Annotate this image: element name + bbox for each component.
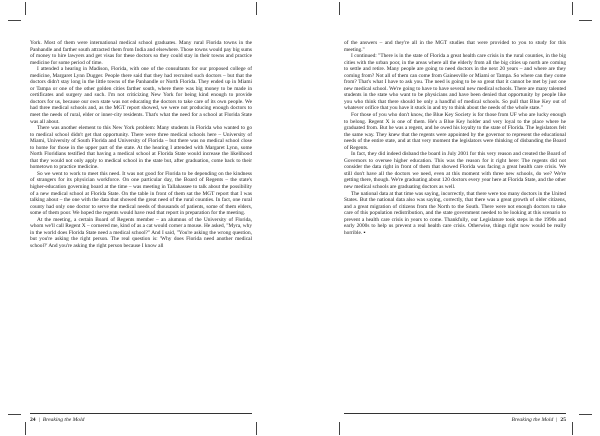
paragraph: At the meeting, a certain Board of Regents member – an alumnus of the University of Florida, whom we'll call Regent X – cornered me, kind of as a cat would corner a mouse. He asked, "Myra, why in the world does Florida State need a medical school?" And I said, "You're asking the wrong question, but you're asking the right person. The real question is: 'Why does Florida need another medical school?' And you're asking the right person because I know all	[30, 216, 252, 249]
crop-mark	[25, 422, 26, 435]
crop-mark	[579, 414, 592, 415]
footer-separator: |	[38, 417, 40, 423]
footer-rule	[30, 413, 252, 414]
paragraph: I continued: "There is in the state of Florida a great health care crisis in the rural counties, in the big cities with the urban poor, in the areas where all the elderly from all the big cities up north are coming to settle and retire. Many people are going to need doctors in the next 20 years – and where are they coming from? Not all of them can come from Gainesville or Miami or Tampa. So where can they come from? That's what I have to ask you. The need is going to be so great that it cannot be met by just one new medical school. We're going to have to have several new medical schools. There are many talented students in the state who want to be physicians and have been denied that opportunity by people like you who think that there should be only a handful of medical schools. So pull that Blue Key out of whatever orifice that you have it stuck in and try to think about the needs of the whole state."	[344, 53, 566, 112]
footer-separator: |	[556, 417, 558, 423]
crop-mark	[25, 2, 26, 15]
crop-mark	[572, 422, 573, 435]
crop-mark	[8, 20, 21, 21]
page-number: 24	[30, 417, 36, 423]
paragraph: So we went to work to meet this need. It was not good for Florida to be depending on the kindness of strangers for its physician workforce. On one particular day, the Board of Regents – the state's higher-education governing board at the time – was meeting in Tallahassee to talk about the possibility of a new medical school at Florida State. On the table in front of them sat the MGT report that I was talking about – the one with the data that showed the great need of the rural counties. In fact, one rural county had only one doctor to serve the medical needs of thousands of patients, some of them elders, some of them poor. We hoped the regents would have read that report in preparation for the meeting.	[30, 170, 252, 217]
crop-mark	[8, 414, 21, 415]
crop-mark	[339, 2, 340, 15]
crop-mark	[579, 20, 592, 21]
paragraph: In fact, they did indeed disband the board in July 2001 for this very reason and created the Board of Governors to oversee higher education. This was the reason for it right here: The regents did not consider the data right in front of them that showed Florida was facing a great health care crisis. We still don't have all the doctors we need, even at this moment with three new schools, do we? We're getting there, though. We're graduating about 120 doctors every year here at Florida State, and the other new medical schools are graduating doctors as well.	[344, 151, 566, 191]
right-page-body	[344, 40, 566, 392]
paragraph: There was another element to this New York problem: Many students in Florida who wanted to go to medical school didn't get that opportunity. There were three medical schools here – University of Miami, University of South Florida and University of Florida – but there was no medical school close to home for those in the upper part of the state. At the hearing I attended with Margaret Lynn, some North Floridians testified that having a medical school at Florida State would increase the likelihood that they would not only apply to medical school in the state but, after graduation, come back to their hometown to practice medicine.	[30, 125, 252, 171]
paragraph: York. Most of them were international medical school graduates. Many rural Florida towns in the Panhandle and farther south attracted them from India and elsewhere. Those towns would pay big sums of money to hire lawyers and get visas for these doctors so they could stay in their towns and practice medicine for some period of time.	[30, 40, 252, 66]
crop-mark	[256, 422, 257, 435]
running-title: Breaking the Mold	[42, 417, 85, 423]
page-number: 25	[560, 417, 566, 423]
footer-rule	[344, 413, 566, 414]
crop-mark	[572, 2, 573, 15]
crop-mark	[256, 2, 257, 15]
crop-mark	[339, 422, 340, 435]
paragraph: For those of you who don't know, the Blue Key Society is for those from UF who are lucky enough to belong. Regent X is one of them. He's a Blue Key holder and very loyal to the place where he graduated from. But he was a regent, and he owed his loyalty to the state of Florida. The legislators felt the same way. They knew that the regents were appointed by the governor to represent the educational needs of the entire state, and at that very moment the legislators were thinking of disbanding the Board of Regents.	[344, 112, 566, 151]
paragraph: The national data at that time was saying, incorrectly, that there were too many doctors in the United States. But the national data also was saying, correctly, that there was a great growth of older citizens, and a great migration of citizens from the North to the South. There were not enough doctors to take care of this population redistribution, and the state government needed to be looking at this scenario to prevent a health care crisis in years to come. Thankfully, our Legislature took steps in the 1990s and early 2000s to help us prevent a real health care crisis. Otherwise, things right now would be really horrible. ▪	[344, 190, 566, 236]
left-page-footer	[30, 417, 252, 423]
paragraph: of the answers – and they're all in the MGT studies that were provided to you to study for this meeting."	[344, 40, 566, 53]
paragraph: I attended a hearing in Madison, Florida, with one of the consultants for our proposed college of medicine, Margaret Lynn Dugger. People there said that they had recruited such doctors – but that the doctors didn't stay long in the little towns of the Panhandle or North Florida. They ended up in Miami or Tampa or one of the other golden cities farther south, where there was big money to be made in certificates and surgery and such. I'm not criticizing New York for being kind enough to provide doctors for us, because our own state was not educating the doctors to take care of its own people. We had three medical schools and, as the MGT report showed, we were not producing enough doctors to meet the needs of rural, elder or inner-city residents. That's what the need for a school at Florida State was all about.	[30, 66, 252, 125]
left-page-body	[30, 40, 252, 392]
right-page-footer	[344, 417, 566, 423]
running-title: Breaking the Mold	[511, 417, 554, 423]
